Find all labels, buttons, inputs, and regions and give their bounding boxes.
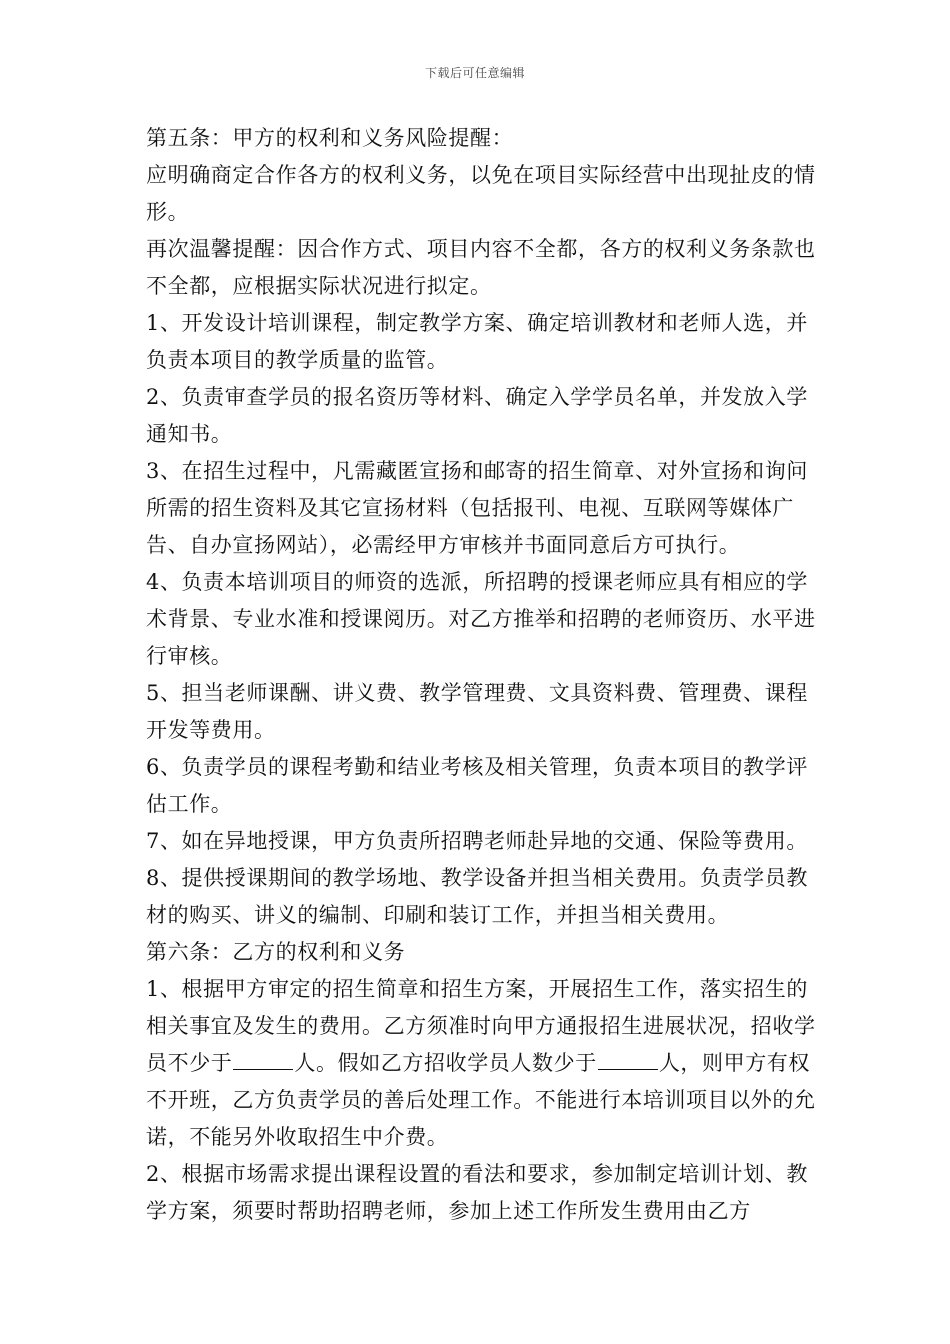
list-item: 4、负责本培训项目的师资的选派，所招聘的授课老师应具有相应的学术背景、专业水准和授课阅历。对乙方推举和招聘的老师资历、水平进行审核。 [146,570,816,668]
list-item-with-blanks [146,971,818,1156]
text-segment: 1、根据甲方审定的招生简章和招生方案，开展招生工作，落实招生的相关事宜及发生的费用。乙方须准时向甲方通报招生进展状况，招收学员不少于 [146,977,816,1075]
paragraph: 再次温馨提醒：因合作方式、项目内容不全都，各方的权利义务条款也不全都，应根据实际状况进行拟定。 [146,237,816,298]
text-segment: 人，则甲方有权不开班，乙方负责学员的善后处理工作。不能进行本培训项目以外的允诺，不能另外收取招生中介费。 [146,1051,816,1149]
section-heading: 第六条：乙方的权利和义务 [146,940,406,964]
page-header: 下载后可任意编辑 [424,66,525,80]
fill-in-blank [233,1049,293,1070]
list-item: 6、负责学员的课程考勤和结业考核及相关管理，负责本项目的教学评估工作。 [146,755,808,816]
list-item: 1、开发设计培训课程，制定教学方案、确定培训教材和老师人选，并负责本项目的教学质量的监管。 [146,311,808,372]
document-body [146,120,818,1230]
list-item: 7、如在异地授课，甲方负责所招聘老师赴异地的交通、保险等费用。 [146,829,808,853]
list-item: 8、提供授课期间的教学场地、教学设备并担当相关费用。负责学员教材的购买、讲义的编制、印刷和装订工作，并担当相关费用。 [146,866,808,927]
paragraph: 应明确商定合作各方的权利义务，以免在项目实际经营中出现扯皮的情形。 [146,163,816,224]
text-segment: 人。假如乙方招收学员人数少于 [294,1051,597,1075]
list-item: 5、担当老师课酬、讲义费、教学管理费、文具资料费、管理费、课程开发等费用。 [146,681,808,742]
list-item: 2、根据市场需求提出课程设置的看法和要求，参加制定培训计划、教学方案，须要时帮助招聘老师，参加上述工作所发生费用由乙方 [146,1162,808,1223]
section-heading: 第五条：甲方的权利和义务风险提醒： [146,126,514,150]
list-item: 2、负责审查学员的报名资历等材料、确定入学学员名单，并发放入学通知书。 [146,385,808,446]
fill-in-blank [598,1049,658,1070]
list-item: 3、在招生过程中，凡需藏匿宣扬和邮寄的招生简章、对外宣扬和询问所需的招生资料及其它宣扬材料（包括报刊、电视、互联网等媒体广告、自办宣扬网站），必需经甲方审核并书面同意后方可执行。 [146,459,808,557]
